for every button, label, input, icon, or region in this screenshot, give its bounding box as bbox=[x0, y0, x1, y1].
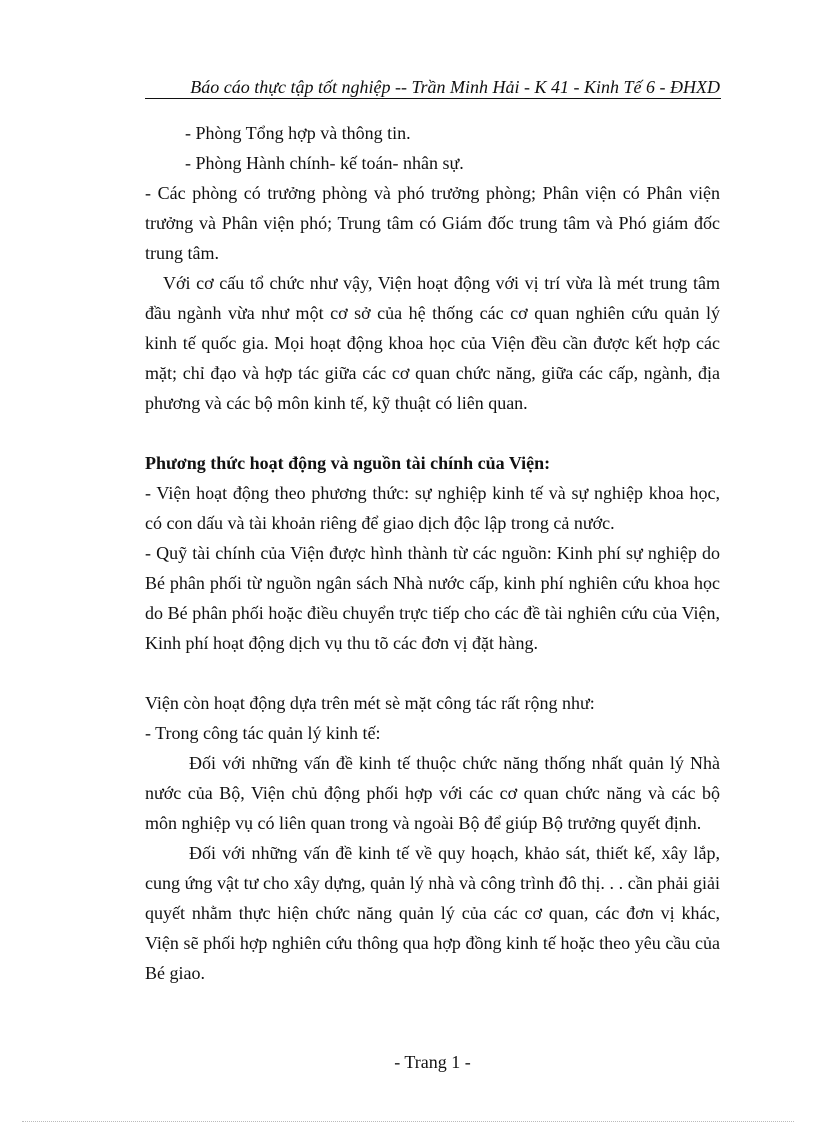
page-number: - Trang 1 - bbox=[394, 1052, 471, 1072]
page-bottom-rule bbox=[22, 1121, 794, 1122]
list-item-admin: - Phòng Hành chính- kế toán- nhân sự. bbox=[185, 153, 464, 173]
paragraph-operation-mode: - Viện hoạt động theo phương thức: sự nghiệp kinh tế và sự nghiệp khoa học, có con dấu và tài khoản riêng để giao dịch độc lập trong cả nước. bbox=[145, 483, 720, 533]
header-rule bbox=[145, 98, 721, 99]
paragraph-leadership: - Các phòng có trưởng phòng và phó trưởng phòng; Phân viện có Phân viện trưởng và Phân viện phó; Trung tâm có Giám đốc trung tâm và Phó giám đốc trung tâm. bbox=[145, 183, 720, 263]
document-body bbox=[145, 118, 720, 988]
paragraph-economic-management: - Trong công tác quản lý kinh tế: bbox=[145, 723, 381, 743]
list-item-general-info: - Phòng Tổng hợp và thông tin. bbox=[185, 123, 411, 143]
paragraph-state-management: Đối với những vấn đề kinh tế thuộc chức năng thống nhất quản lý Nhà nước của Bộ, Viện chủ động phối hợp với các cơ quan chức năng và các bộ môn nghiệp vụ có liên quan trong và ngoài Bộ để giúp Bộ trưởng quyết định. bbox=[145, 753, 720, 833]
paragraph-finance-sources: - Quỹ tài chính của Viện được hình thành từ các nguồn: Kinh phí sự nghiệp do Bé phân phối từ nguồn ngân sách Nhà nước cấp, kinh phí nghiên cứu khoa học do Bé phân phối hoặc điều chuyển trực tiếp cho các đề tài nghiên cứu của Viện, Kinh phí hoạt động dịch vụ thu tõ các đơn vị đặt hàng. bbox=[145, 543, 720, 653]
running-header: Báo cáo thực tập tốt nghiệp -- Trần Minh Hải - K 41 - Kinh Tế 6 - ĐHXD bbox=[190, 77, 720, 97]
spacer bbox=[145, 658, 720, 688]
paragraph-organization: Với cơ cấu tổ chức như vậy, Viện hoạt động với vị trí vừa là mét trung tâm đầu ngành vừa như một cơ sở của hệ thống các cơ quan nghiên cứu quản lý kinh tế quốc gia. Mọi hoạt động khoa học của Viện đều cần được kết hợp các mặt; chỉ đạo và hợp tác giữa các cơ quan chức năng, giữa các cấp, ngành, địa phương và các bộ môn kinh tế, kỹ thuật có liên quan. bbox=[145, 273, 720, 413]
paragraph-activities-intro: Viện còn hoạt động dựa trên mét sè mặt công tác rất rộng như: bbox=[145, 693, 595, 713]
paragraph-planning-issues: Đối với những vấn đề kinh tế về quy hoạch, khảo sát, thiết kế, xây lắp, cung ứng vật tư cho xây dựng, quản lý nhà và công trình đô thị. . . cần phải giải quyết nhằm thực hiện chức năng quản lý của các cơ quan, các đơn vị khác, Viện sẽ phối hợp nghiên cứu thông qua hợp đồng kinh tế hoặc theo yêu cầu của Bé giao. bbox=[145, 843, 720, 983]
section-heading: Phương thức hoạt động và nguồn tài chính của Viện: bbox=[145, 453, 551, 473]
spacer bbox=[145, 418, 720, 448]
